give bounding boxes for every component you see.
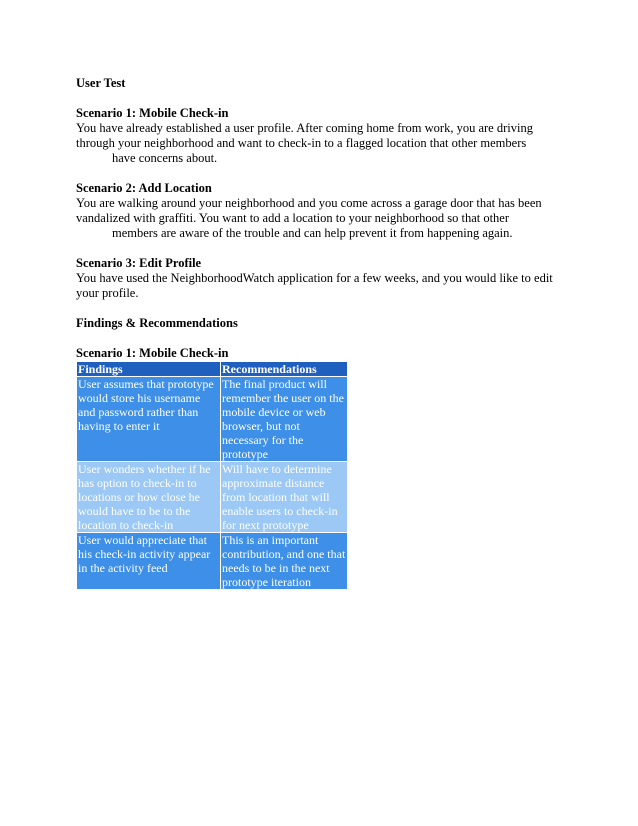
table-row (77, 377, 348, 462)
document-page (76, 76, 566, 590)
recommendations-column-header: Recommendations (221, 362, 348, 377)
table-row (77, 462, 348, 533)
scenario-2-line-2: vandalized with graffiti. You want to add a location to your neighborhood so that other (76, 211, 510, 225)
finding-cell: User assumes that prototype would store his username and password rather than having to enter it (77, 377, 221, 462)
recommendation-cell: This is an important contribution, and one that needs to be in the next prototype iteration (221, 533, 348, 590)
finding-cell: User would appreciate that his check-in activity appear in the activity feed (77, 533, 221, 590)
scenario-3-line-2: your profile. (76, 286, 139, 300)
scenario-2-heading: Scenario 2: Add Location (76, 181, 212, 195)
document-title: User Test (76, 76, 126, 90)
table-header-row (77, 362, 348, 377)
scenario-1-line-2: through your neighborhood and want to check-in to a flagged location that other members (76, 136, 527, 150)
scenario-1-line-3: have concerns about. (112, 151, 218, 165)
scenario-1-heading: Scenario 1: Mobile Check-in (76, 106, 229, 120)
scenario-2-line-3: members are aware of the trouble and can help prevent it from happening again. (112, 226, 513, 240)
table-row (77, 533, 348, 590)
findings-column-header: Findings (77, 362, 221, 377)
scenario-1-line-1: You have already established a user profile. After coming home from work, you are driving (76, 121, 533, 135)
findings-heading: Findings & Recommendations (76, 316, 238, 330)
scenario-3-line-1: You have used the NeighborhoodWatch application for a few weeks, and you would like to edit (76, 271, 553, 285)
finding-cell: User wonders whether if he has option to check-in to locations or how close he would have to be to the location to check-in (77, 462, 221, 533)
scenario-2-line-1: You are walking around your neighborhood and you come across a garage door that has been (76, 196, 542, 210)
recommendation-cell: Will have to determine approximate distance from location that will enable users to check-in for next prototype (221, 462, 348, 533)
scenario-3-heading: Scenario 3: Edit Profile (76, 256, 202, 270)
findings-table (76, 361, 348, 590)
recommendation-cell: The final product will remember the user on the mobile device or web browser, but not necessary for the prototype (221, 377, 348, 462)
table-heading: Scenario 1: Mobile Check-in (76, 346, 229, 360)
